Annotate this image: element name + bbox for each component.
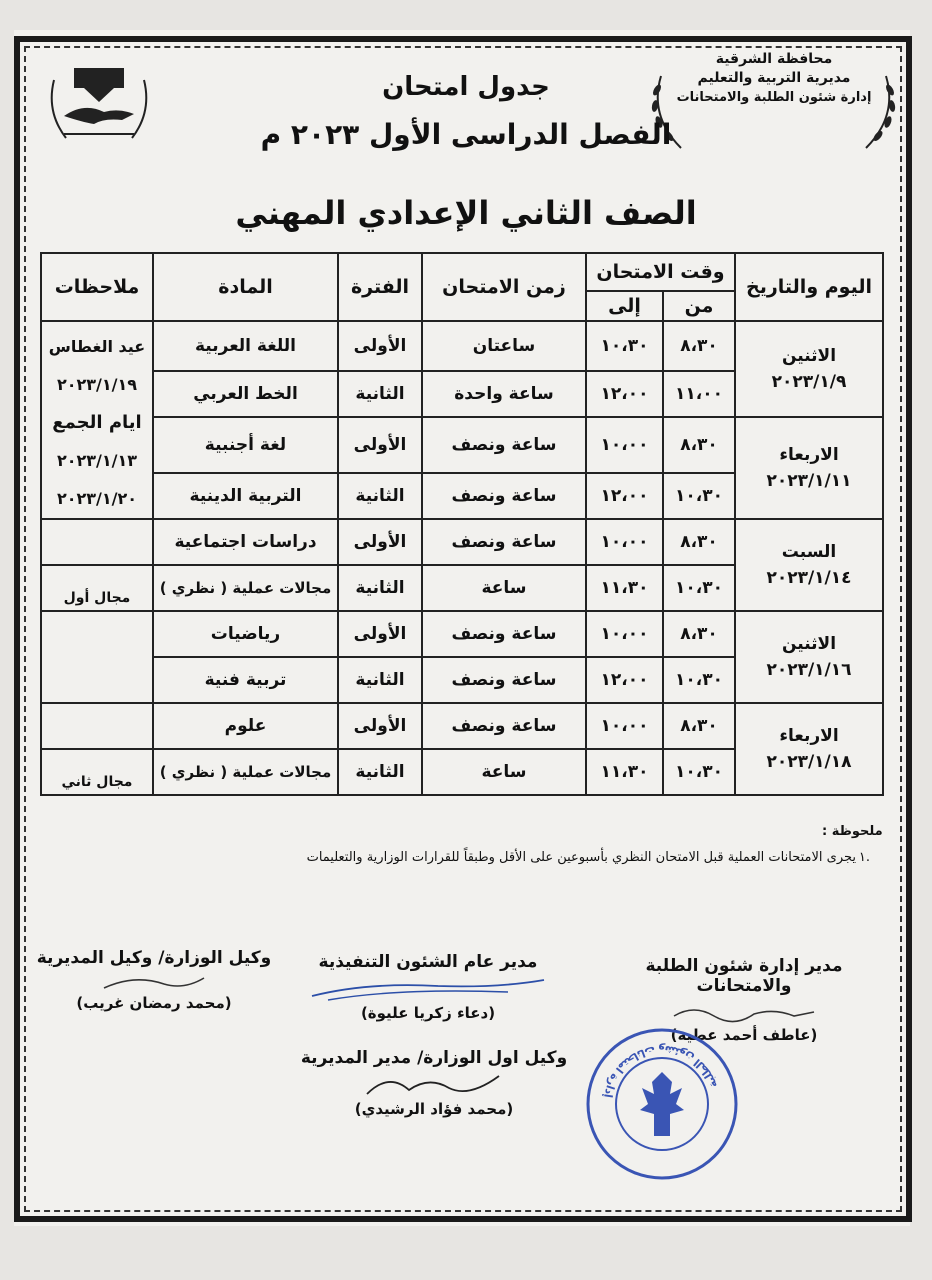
signature-bottom [298, 1048, 570, 1118]
signature-title: مدير إدارة شئون الطلبة والامتحانات [645, 956, 843, 996]
doc-term: الفصل الدراسى الأول ٢٠٢٣ م [260, 118, 672, 151]
note-text: ٢٠٢٣/١/١٣ [56, 451, 138, 470]
duration: ساعة ونصف [422, 703, 586, 749]
duration: ساعة ونصف [422, 473, 586, 519]
signature-title: مدير عام الشئون التنفيذية [318, 952, 538, 972]
note-text: ٢٠٢٣/١/١٩ [56, 375, 138, 394]
doc-title: جدول امتحان [382, 72, 550, 102]
period: الأولى [338, 321, 422, 371]
notes-empty [41, 519, 153, 565]
time-to: ١٢،٠٠ [586, 473, 663, 519]
notes-empty [41, 611, 153, 703]
time-to: ١١،٣٠ [586, 749, 663, 795]
handwritten-signature-icon [359, 1070, 509, 1100]
subject: التربية الدينية [153, 473, 338, 519]
header-notes: ملاحظات [41, 253, 153, 321]
notes-holidays [41, 321, 153, 519]
time-from: ١٠،٣٠ [663, 565, 735, 611]
duration: ساعة ونصف [422, 417, 586, 473]
day-cell [735, 519, 883, 611]
time-from: ١٠،٣٠ [663, 657, 735, 703]
note-text: ايام الجمع [52, 412, 142, 433]
subject: تربية فنية [153, 657, 338, 703]
day-cell [735, 321, 883, 417]
period: الأولى [338, 519, 422, 565]
signature-left [30, 948, 278, 1012]
time-to: ١٠،٠٠ [586, 417, 663, 473]
time-to: ١٢،٠٠ [586, 657, 663, 703]
header-subject: المادة [153, 253, 338, 321]
doc-grade: الصف الثاني الإعدادي المهني [235, 194, 697, 232]
table-row [41, 611, 883, 657]
official-stamp-icon [582, 1024, 742, 1184]
time-from: ٨،٣٠ [663, 611, 735, 657]
footnote-number: ١. [858, 850, 870, 865]
governorate-name: محافظة الشرقية [715, 51, 833, 67]
day-date: ٢٠٢٣/١/١١ [766, 471, 852, 491]
header-period: الفترة [338, 253, 422, 321]
table-row [41, 703, 883, 749]
day-name: السبت [781, 542, 837, 562]
duration: ساعتان [422, 321, 586, 371]
day-name: الاربعاء [779, 726, 839, 746]
period: الثانية [338, 657, 422, 703]
time-from: ١١،٠٠ [663, 371, 735, 417]
signature-name: (دعاء زكريا عليوة) [360, 1004, 496, 1022]
day-date: ٢٠٢٣/١/٩ [771, 372, 847, 392]
header-day-date: اليوم والتاريخ [735, 253, 883, 321]
day-date: ٢٠٢٣/١/١٤ [766, 568, 852, 588]
time-from: ١٠،٣٠ [663, 749, 735, 795]
signature-title: وكيل اول الوزارة/ مدير المديرية [300, 1048, 568, 1068]
time-from: ٨،٣٠ [663, 321, 735, 371]
signature-name: (محمد فؤاد الرشيدي) [354, 1100, 514, 1118]
subject: دراسات اجتماعية [153, 519, 338, 565]
table-row [41, 321, 883, 371]
signature-name: (عاطف أحمد عطية) [670, 1026, 818, 1044]
exam-table [40, 252, 884, 796]
subject: مجالات عملية ( نظري ) [153, 749, 338, 795]
directorate-name: مديرية التربية والتعليم [697, 70, 851, 86]
header-from: من [663, 291, 735, 321]
handwritten-signature-icon [94, 970, 214, 994]
signature-title: وكيل الوزارة/ وكيل المديرية [36, 948, 272, 968]
day-cell [735, 703, 883, 795]
day-date: ٢٠٢٣/١/١٨ [766, 752, 852, 772]
subject: مجالات عملية ( نظري ) [153, 565, 338, 611]
day-name: الاربعاء [779, 445, 839, 465]
duration: ساعة ونصف [422, 519, 586, 565]
duration: ساعة واحدة [422, 371, 586, 417]
note-text: ٢٠٢٣/١/٢٠ [56, 489, 138, 508]
footnote-text: يجرى الامتحانات العملية قبل الامتحان النظري بأسبوعين على الأقل وطبقاً للقرارات الوزارية والتعليمات [306, 850, 856, 865]
subject: لغة أجنبية [153, 417, 338, 473]
subject: اللغة العربية [153, 321, 338, 371]
day-name: الاثنين [781, 346, 837, 366]
period: الأولى [338, 611, 422, 657]
day-name: الاثنين [781, 634, 837, 654]
period: الأولى [338, 417, 422, 473]
signature-middle [298, 952, 558, 1022]
subject: الخط العربي [153, 371, 338, 417]
period: الثانية [338, 371, 422, 417]
period: الثانية [338, 749, 422, 795]
subject: رياضيات [153, 611, 338, 657]
duration: ساعة ونصف [422, 611, 586, 657]
time-from: ٨،٣٠ [663, 703, 735, 749]
day-cell [735, 417, 883, 519]
handwritten-signature-icon [308, 974, 548, 1004]
footnote-label: ملحوظة : [822, 824, 883, 839]
period: الأولى [338, 703, 422, 749]
time-to: ١٠،٠٠ [586, 611, 663, 657]
header-to: إلى [586, 291, 663, 321]
time-from: ٨،٣٠ [663, 417, 735, 473]
duration: ساعة [422, 749, 586, 795]
department-name: إدارة شئون الطلبة والامتحانات [676, 90, 872, 105]
note-text: عيد الغطاس [48, 337, 146, 356]
time-to: ١٢،٠٠ [586, 371, 663, 417]
time-to: ١٠،٠٠ [586, 519, 663, 565]
time-to: ١٠،٠٠ [586, 703, 663, 749]
header-exam-time: وقت الامتحان [586, 253, 735, 291]
header-duration: زمن الامتحان [422, 253, 586, 321]
table-row [41, 519, 883, 565]
time-to: ١١،٣٠ [586, 565, 663, 611]
signature-name: (محمد رمضان غريب) [76, 994, 232, 1012]
notes-empty [41, 703, 153, 749]
handwritten-signature-icon [664, 1000, 824, 1026]
period: الثانية [338, 565, 422, 611]
note-field: مجال ثاني [41, 749, 153, 795]
duration: ساعة [422, 565, 586, 611]
stamp-text: إدارة امتحانات وشئون الطلبة [601, 1042, 721, 1099]
day-date: ٢٠٢٣/١/١٦ [766, 660, 852, 680]
period: الثانية [338, 473, 422, 519]
duration: ساعة ونصف [422, 657, 586, 703]
time-from: ٨،٣٠ [663, 519, 735, 565]
subject: علوم [153, 703, 338, 749]
note-field: مجال أول [41, 565, 153, 611]
day-cell [735, 611, 883, 703]
time-from: ١٠،٣٠ [663, 473, 735, 519]
time-to: ١٠،٣٠ [586, 321, 663, 371]
table-row [41, 417, 883, 473]
